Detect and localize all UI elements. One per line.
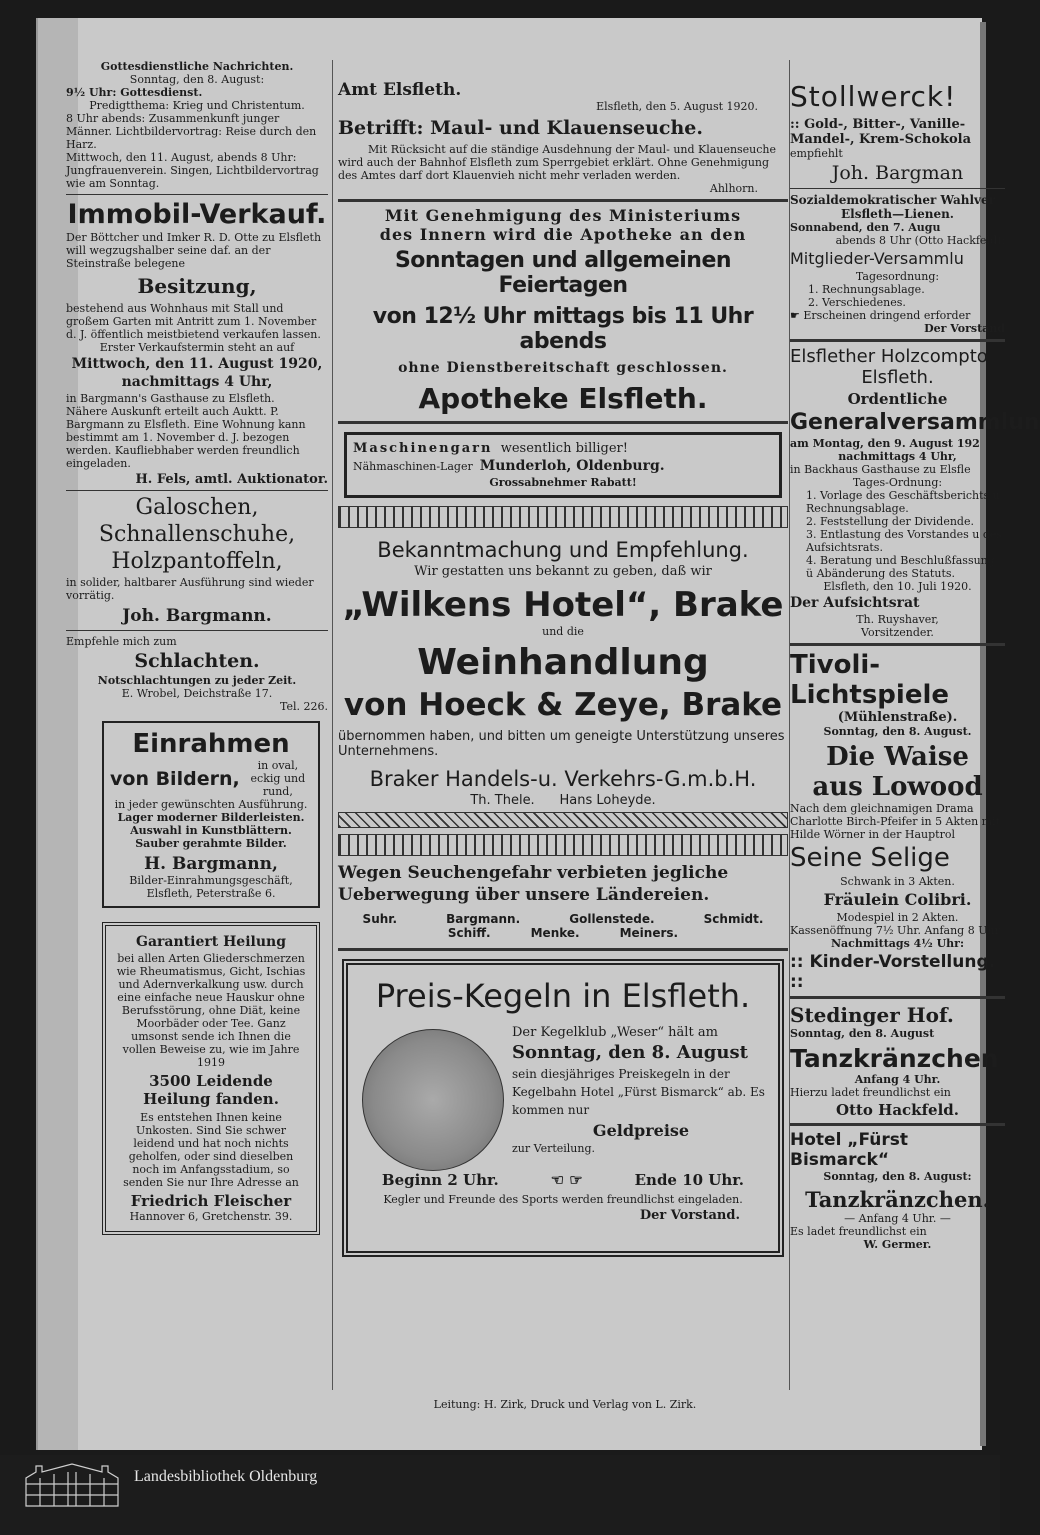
ad-headline: Betrifft: Maul- und Klauenseuche. — [338, 117, 703, 139]
ad-signer: H. Bargmann, — [144, 854, 278, 874]
ad-line: Schnallenschuhe, — [98, 522, 296, 547]
column-middle — [338, 60, 788, 1257]
agenda-item: 1. Vorlage des Geschäftsberichts u Rechnungsablage. — [806, 489, 1000, 515]
ad-signer: E. Wrobel, Deichstraße 17. — [121, 687, 273, 700]
ad-line: Lager moderner Bilderleisten. — [117, 811, 305, 824]
ad-name: Schmidt. — [703, 912, 764, 926]
ad-text: empfiehlt — [790, 147, 843, 160]
ad-sub: (Mühlenstraße). — [837, 710, 958, 725]
separator — [338, 199, 788, 202]
ad-name: Menke. — [530, 926, 580, 940]
ad-text: Heilung fanden. — [143, 1090, 279, 1108]
ad-sozial — [790, 193, 1005, 335]
separator — [790, 339, 1005, 342]
ad-line: 9½ Uhr: Gottesdienst. — [66, 86, 203, 99]
ad-title: Einrahmen — [132, 729, 290, 759]
ad-text: Notschlachtungen zu jeder Zeit. — [97, 674, 297, 687]
separator — [338, 948, 788, 951]
ad-text: Empfehle mich zum — [66, 635, 177, 648]
ad-film: Fräulein Colibri. — [823, 890, 972, 909]
ad-text: Hierzu ladet freundlichst ein — [790, 1086, 951, 1099]
ad-line: des Innern wird die Apotheke an den — [379, 225, 747, 244]
ad-line: Mittwoch, den 11. August, abends 8 Uhr: Jungfrauenverein. Singen, Lichtbildervortrag wie am Sonntag. — [66, 151, 319, 190]
ad-title: Stollwerck! — [790, 80, 957, 113]
ad-signer: Der Vorstand. — [639, 1208, 740, 1223]
library-footer — [0, 1455, 1000, 1535]
ad-stedinger — [790, 1003, 1005, 1119]
ad-time: nachmittags 4 Uhr, — [121, 374, 273, 390]
ad-signer: Der Vorstand — [924, 322, 1005, 335]
ad-firm: Braker Handels-u. Verkehrs-G.m.b.H. — [369, 767, 757, 791]
ornament-border — [338, 812, 788, 828]
ad-headline: Tanzkränzchen. — [805, 1187, 990, 1212]
ad-title: Sozialdemokratischer Wahlver — [790, 193, 995, 207]
ad-title: Schlachten. — [134, 650, 260, 672]
ad-date: Sonntag, den 8. August: — [823, 1170, 972, 1183]
ad-sub: von Bildern, — [110, 767, 240, 790]
column-right — [790, 60, 1040, 1440]
ad-title: Wegen Seuchengefahr verbieten jegliche Ueberwegung über unsere Ländereien. — [338, 863, 729, 905]
ad-text: Tagesordnung: — [855, 270, 940, 283]
ad-heilung — [102, 922, 320, 1235]
ad-name: Schiff. — [447, 926, 491, 940]
ad-number: 3500 Leidende — [149, 1072, 273, 1090]
ad-name: Meiners. — [619, 926, 679, 940]
ad-time: abends 8 Uhr (Otto Hackfeld): — [835, 234, 1005, 247]
ad-time: Anfang 4 Uhr. — [854, 1073, 941, 1086]
separator — [66, 194, 328, 195]
ad-text: in solider, haltbarer Ausführung sind wieder vorrätig. — [66, 576, 314, 602]
ad-name: Hans Loheyde. — [559, 793, 656, 808]
ad-seuche — [338, 862, 788, 940]
ad-name: Suhr. — [362, 912, 398, 926]
ad-title: Preis-Kegeln in Elsfleth. — [375, 977, 751, 1015]
ad-headline: Besitzung, — [137, 274, 257, 298]
ad-text: Mit Rücksicht auf die ständige Ausdehnung der Maul- und Klauenseuche wird auch der Bahnhof Elsfleth zum Sperrgebiet erklärt. Ohne Genehmigung des Amtes darf dort Klauenvieh nicht mehr verladen werden. — [338, 143, 777, 182]
ad-text: Erscheinen dringend erforder — [803, 309, 971, 322]
ad-date: Sonntag, den 8. August — [512, 1042, 748, 1063]
ad-name: Gollenstede. — [569, 912, 655, 926]
ad-galoschen — [66, 495, 328, 626]
ad-text: Elsfleth, Peterstraße 6. — [146, 887, 276, 900]
ad-text: Es ladet freundlichst ein — [790, 1225, 927, 1238]
agenda-item: 3. Entlastung des Vorstandes u des Aufsichtsrats. — [806, 528, 1003, 554]
ad-maschinengarn — [344, 432, 782, 498]
ad-text: zur Verteilung. — [512, 1142, 596, 1155]
ad-line: :: Gold-, Bitter-, Vanille- — [790, 117, 966, 132]
ad-film: aus Lowood — [812, 772, 983, 802]
ad-title: Tivoli-Lichtspiele — [790, 650, 950, 710]
ad-prize: Geldpreise — [592, 1121, 690, 1140]
ad-firm: Munderloh, Oldenburg. — [479, 458, 665, 474]
separator — [66, 630, 328, 631]
ad-line: ohne Dienstbereitschaft geschlossen. — [398, 360, 728, 376]
ad-title: Hotel „Fürst Bismarck“ — [790, 1130, 908, 1170]
ad-title: Bekanntmachung und Empfehlung. — [377, 538, 749, 562]
ad-line: Mandel-, Krem-Schokola — [790, 132, 972, 147]
ad-signer: Th. Ruyshaver, — [856, 613, 939, 626]
ad-text: übernommen haben, und bitten um geneigte Unterstützung unseres Unternehmens. — [338, 729, 785, 759]
ad-text: Nähere Auskunft erteilt auch Auktt. P. Bargmann zu Elsfleth. Eine Wohnung kann bestimmt am 1. November d. J. bezogen werden. Kaufliebhaber werden freundlich eingeladen. — [66, 405, 306, 470]
ad-einrahmen — [102, 721, 320, 908]
ad-text: wesentlich billiger! — [500, 441, 628, 456]
ad-bismarck — [790, 1130, 1005, 1251]
ad-address: Hannover 6, Gretchenstr. 39. — [129, 1210, 293, 1223]
agenda-item: 4. Beratung und Beschlußfassung ü Abänderung des Statuts. — [806, 554, 995, 580]
ad-signer: Apotheke Elsfleth. — [418, 382, 708, 415]
ad-immobil — [66, 199, 328, 486]
agenda-item: 2. Verschiedenes. — [808, 296, 906, 309]
ad-text: in Bargmann's Gasthause zu Elsfleth. — [66, 392, 275, 405]
library-building-icon — [22, 1462, 122, 1508]
ad-place: in Backhaus Gasthause zu Elsfle — [790, 463, 971, 476]
ad-line: Auswahl in Kunstblättern. — [130, 824, 292, 837]
ad-date: Mittwoch, den 11. August 1920, — [71, 356, 323, 372]
ad-text: Der Böttcher und Imker R. D. Otte zu Elsfleth will wegzugshalber seine daf. an der Steinstraße belegene — [66, 231, 322, 270]
ad-text: Erster Verkaufstermin steht an auf — [99, 341, 295, 354]
ad-time: — Anfang 4 Uhr. — — [844, 1212, 951, 1225]
ad-text: Bilder-Einrahmungsgeschäft, — [129, 874, 293, 887]
ad-begin: Beginn 2 Uhr. — [381, 1171, 499, 1189]
ad-end: Ende 10 Uhr. — [634, 1171, 745, 1189]
ornament-border — [338, 506, 788, 528]
ad-text: in jeder gewünschten Ausführung. — [114, 798, 308, 811]
ad-stollwerck — [790, 80, 1005, 184]
separator — [66, 490, 328, 491]
ad-text: Grossabnehmer Rabatt! — [489, 476, 637, 489]
separator — [790, 643, 1005, 646]
ad-wilkens — [338, 538, 788, 808]
ad-title: Amt Elsfleth. — [338, 80, 462, 100]
pointing-hand-icon: ☛ — [790, 309, 804, 322]
ad-text: Kassenöffnung 7½ Uhr. Anfang 8 Uhr — [790, 924, 1000, 937]
ad-line: Sonntagen und allgemeinen Feiertagen — [394, 248, 732, 298]
ad-text: Ordentliche — [847, 390, 948, 408]
ad-title: Gottesdienstliche Nachrichten. — [100, 60, 294, 73]
ad-signer: H. Fels, amtl. Auktionator. — [135, 472, 328, 487]
ad-title: Immobil-Verkauf. — [67, 199, 327, 230]
pointing-hand-icon: ☜ ☞ — [550, 1171, 583, 1189]
ad-line: 8 Uhr abends: Zusammenkunft junger Männer. Lichtbildervortrag: Reise durch den Harz. — [66, 112, 317, 151]
ad-title: Garantiert Heilung — [136, 934, 286, 950]
ad-amt — [338, 80, 788, 195]
ad-text: bei allen Arten Gliederschmerzen wie Rheumatismus, Gicht, Ischias und Adernverkalkung usw. durch eine einfache neue Hauskur ohne Berufsstörung, ohne Diät, keine Moorbäder oder Tee. Ganz umsonst sende ich Ihnen die vollen Beweise zu, wie im Jahre 1919 — [116, 952, 306, 1069]
ad-date: Sonntag, den 8. August. — [823, 725, 972, 738]
ad-text: und die — [542, 625, 584, 638]
ad-text: Nach dem gleichnamigen Drama Charlotte Birch-Pfeifer in 5 Akten mit Hilde Wörner in der Hauptrol — [790, 802, 1001, 841]
ad-name: Th. Thele. — [470, 793, 535, 808]
ad-text: sein diesjähriges Preiskegeln in der Kegelbahn Hotel „Fürst Bismarck“ ab. Es kommen nur — [512, 1067, 765, 1117]
agenda-item: 1. Rechnungsablage. — [808, 283, 925, 296]
ad-signer: Friedrich Fleischer — [130, 1192, 292, 1210]
separator — [790, 996, 1005, 999]
ornament-border — [338, 834, 788, 856]
ad-hotel: „Wilkens Hotel“, Brake — [342, 585, 784, 625]
ad-time: nachmittags 4 Uhr, — [838, 450, 957, 463]
ad-text: Kegler und Freunde des Sports werden freundlichst eingeladen. — [383, 1193, 743, 1206]
ad-name: Bargmann. — [446, 912, 521, 926]
ad-date: am Montag, den 9. August 192 — [790, 437, 980, 450]
ad-title: Elsflether Holzcompto — [790, 346, 988, 367]
ad-line: von 12½ Uhr mittags bis 11 Uhr abends — [372, 304, 754, 354]
ad-text: Tages-Ordnung: — [852, 476, 943, 489]
ad-line: Mit Genehmigung des Ministeriums — [384, 206, 742, 225]
ad-dateline: Elsfleth, den 10. Juli 1920. — [823, 580, 972, 593]
column-rule — [332, 60, 333, 1390]
ad-line: Sauber gerahmte Bilder. — [135, 837, 287, 850]
separator — [790, 1123, 1005, 1126]
ad-gottesdienst — [66, 60, 328, 190]
ad-line: Holzpantoffeln, — [111, 549, 283, 574]
ad-date: Sonntag, den 8. August — [790, 1027, 935, 1040]
ad-signer: Der Aufsichtsrat — [790, 595, 920, 611]
bowler-illustration — [362, 1029, 504, 1171]
ad-text: in oval, eckig und rund, — [250, 759, 306, 798]
ad-film: Seine Selige — [790, 843, 950, 873]
ad-signer: Vorsitzender. — [861, 626, 934, 639]
ad-text: Wir gestatten uns bekannt zu geben, daß wir — [414, 564, 712, 579]
ad-tel: Tel. 226. — [280, 700, 328, 713]
ad-text: Nachmittags 4½ Uhr: — [830, 937, 965, 950]
ad-headline: Generalversammlun — [790, 410, 1040, 435]
column-left — [66, 60, 328, 1235]
ad-holzcomptoir — [790, 346, 1040, 639]
ad-product: Maschinengarn — [353, 441, 493, 456]
ad-text: bestehend aus Wohnhaus mit Stall und großem Garten mit Antritt zum 1. November d. J. öffentlich meistbietend verkaufen lassen. — [66, 302, 321, 341]
ad-headline: Mitglieder-Versammlu — [790, 249, 964, 268]
ad-wein: Weinhandlung — [417, 642, 709, 683]
ad-tivoli — [790, 650, 1005, 992]
ad-hoeck: von Hoeck & Zeye, Brake — [343, 687, 783, 723]
ad-line: Galoschen, — [135, 495, 259, 520]
ad-text: Der Kegelklub „Weser“ hält am — [512, 1025, 718, 1040]
ad-signer: Ahlhorn. — [709, 182, 758, 195]
ad-signer: Otto Hackfeld. — [836, 1101, 959, 1119]
library-name: Landesbibliothek Oldenburg — [134, 1468, 318, 1485]
ad-schlachten — [66, 635, 328, 713]
ad-apotheke — [338, 206, 788, 415]
ad-title: Stedinger Hof. — [790, 1003, 954, 1027]
ad-signer: Joh. Bargmann. — [122, 606, 272, 626]
agenda-item: 2. Feststellung der Dividende. — [806, 515, 974, 528]
ad-kegeln — [342, 959, 784, 1257]
ad-title: Elsfleth. — [861, 367, 934, 388]
separator — [790, 188, 1005, 189]
ad-title: Elsfleth—Lienen. — [841, 207, 954, 221]
ad-line: Predigtthema: Krieg und Christentum. — [89, 99, 305, 112]
ad-line: Sonntag, den 8. August: — [129, 73, 265, 86]
ad-text: Modespiel in 2 Akten. — [836, 911, 959, 924]
ad-text: Schwank in 3 Akten. — [840, 875, 955, 888]
ad-text: Nähmaschinen-Lager — [353, 460, 473, 473]
ad-headline: Tanzkränzchen — [790, 1044, 999, 1073]
ad-film: Die Waise — [826, 742, 969, 772]
ad-date: Sonnabend, den 7. Augu — [790, 221, 941, 234]
ad-text: Es entstehen Ihnen keine Unkosten. Sind Sie schwer leidend und hat noch nichts geholfen, oder sind dieselben noch im Anfangsstadium, so senden Sie nur Ihre Adresse an — [123, 1111, 299, 1189]
ad-kinder: :: Kinder-Vorstellung. :: — [790, 952, 996, 992]
imprint: Leitung: H. Zirk, Druck und Verlag von L. Zirk. — [433, 1398, 697, 1411]
ad-signer: W. Germer. — [863, 1238, 932, 1251]
separator — [338, 421, 788, 424]
ad-signer: Joh. Bargman — [831, 162, 964, 184]
ad-dateline: Elsfleth, den 5. August 1920. — [596, 100, 758, 113]
